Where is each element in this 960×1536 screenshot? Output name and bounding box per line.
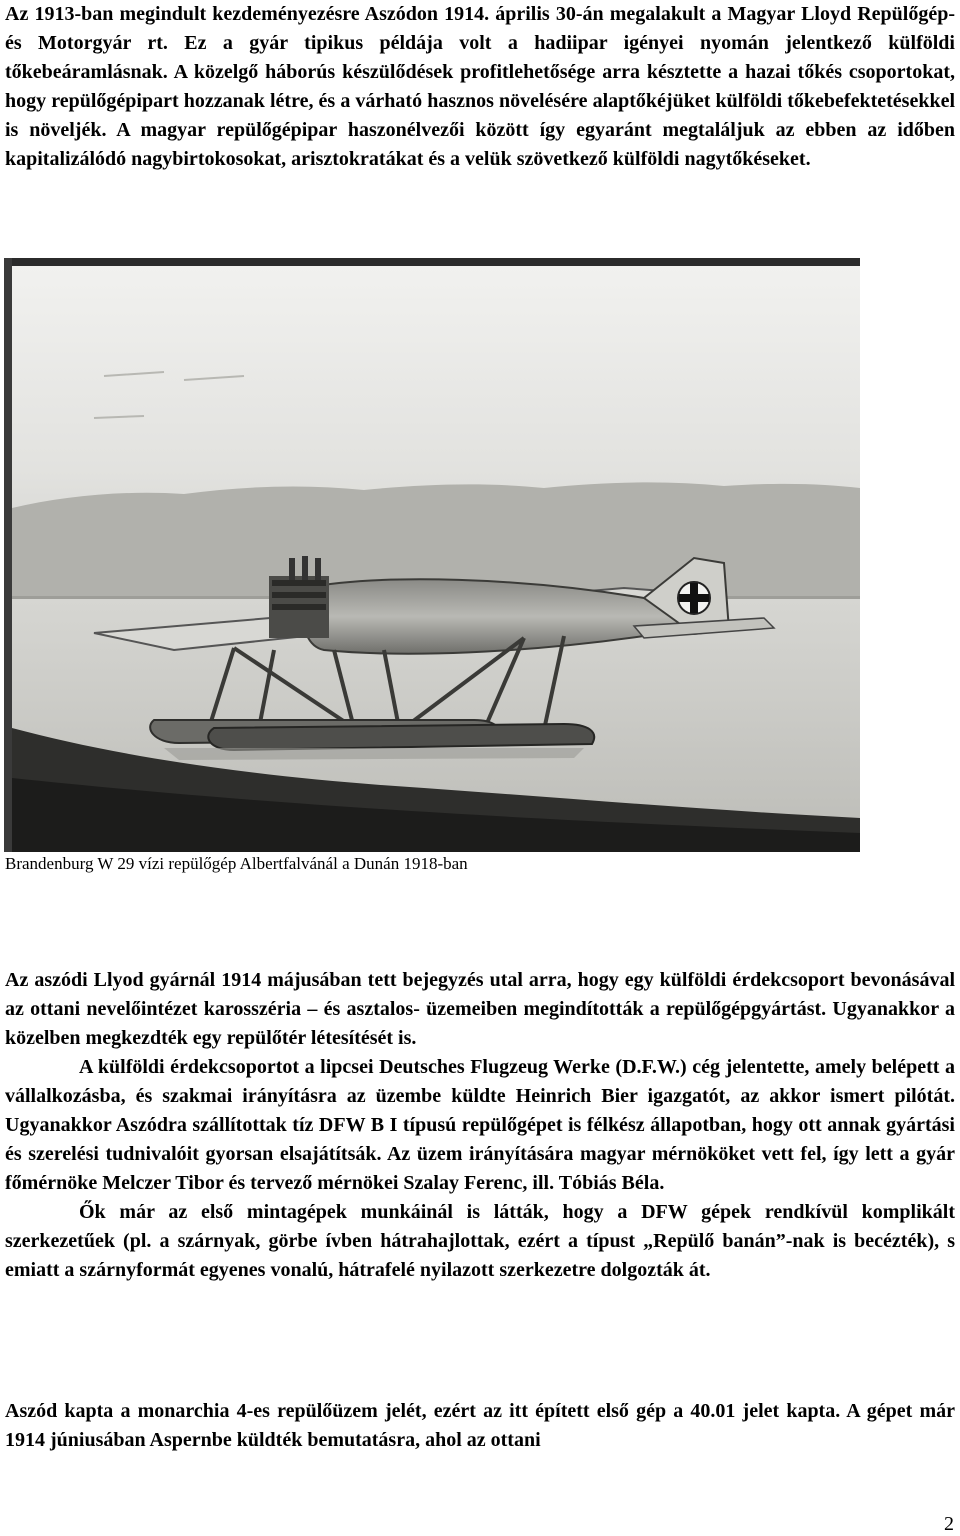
iron-cross-icon (678, 582, 710, 614)
seaplane-illustration (4, 258, 860, 852)
paragraph-aszod-part-1: Az aszódi Llyod gyárnál 1914 májusában tett bejegyzés utal arra, hogy egy külföldi érdekcsoport bevonásával az ottani nevelőintézet karosszéria – és asztalos- üzemeiben megindították a repülőgépgyártást. Ugyanakkor a közelben megkezdték egy repülőtér létesítését is. (5, 969, 955, 1049)
paragraph-final: Aszód kapta a monarchia 4-es repülőüzem jelét, ezért az itt épített első gép a 40.01 jelet kapta. A gépet már 1914 júniusában Aspernbe küldték bemutatásra, ahol az ottani (5, 1400, 955, 1451)
paragraph-intro: Az 1913-ban megindult kezdeményezésre Aszódon 1914. április 30-án megalakult a Magyar Lloyd Repülőgép- és Motorgyár rt. Ez a gyár tipikus példája volt a hadiipar igényei nyomán jelentkező külföldi tőkebeáramlásnak. A közelgő háborús készülődések profitlehetősége arra késztette a hazai tőkés csoportokat, hogy repülőgépipart hozzanak létre, és a várható hasznos növelésére alaptőkéjüket külföldi tőkebefektetésekkel is növeljék. A magyar repülőgépipar haszonélvezői között így egyaránt megtaláljuk az ebben az időben kapitalizálódó nagybirtokosokat, arisztokratákat és a velük szövetkező külföldi nagytőkéseket. (5, 3, 955, 170)
page-number: 2 (944, 1513, 954, 1535)
figure-caption: Brandenburg W 29 vízi repülőgép Albertfalvánál a Dunán 1918-ban (5, 854, 468, 873)
paragraph-aszod-part-2: A külföldi érdekcsoportot a lipcsei Deutsches Flugzeug Werke (D.F.W.) cég jelentette, amely belépett a vállalkozásba, és szakmai irányításra az üzembe küldte Heinrich Bier igazgatót, az akkor ismert pilótát. Ugyanakkor Aszódra szállítottak tíz DFW B I típusú repülőgépet is félkész állapotban, hogy ott annak gyártási és szerelési tudnivalóit gyorsan elsajátítsák. Az üzem irányítására magyar mérnököket vett fel, így lett a gyár főmérnöke Melczer Tibor és tervező mérnökei Szalay Ferenc, ill. Tóbiás Béla. (5, 1056, 955, 1194)
paragraph-aszod-part-3: Ők már az első mintagépek munkáinál is látták, hogy a DFW gépek rendkívül komplikált szerkezetűek (pl. a szárnyak, görbe ívben hátrahajlottak, ezért a típust „Repülő banán”-nak is becézték), s emiatt a szárnyformát egyenes vonalú, hátrafelé nyilazott szerkezetre dolgozták át. (5, 1201, 955, 1281)
seaplane-photo (4, 258, 860, 852)
paragraph-aszod (5, 966, 955, 1285)
